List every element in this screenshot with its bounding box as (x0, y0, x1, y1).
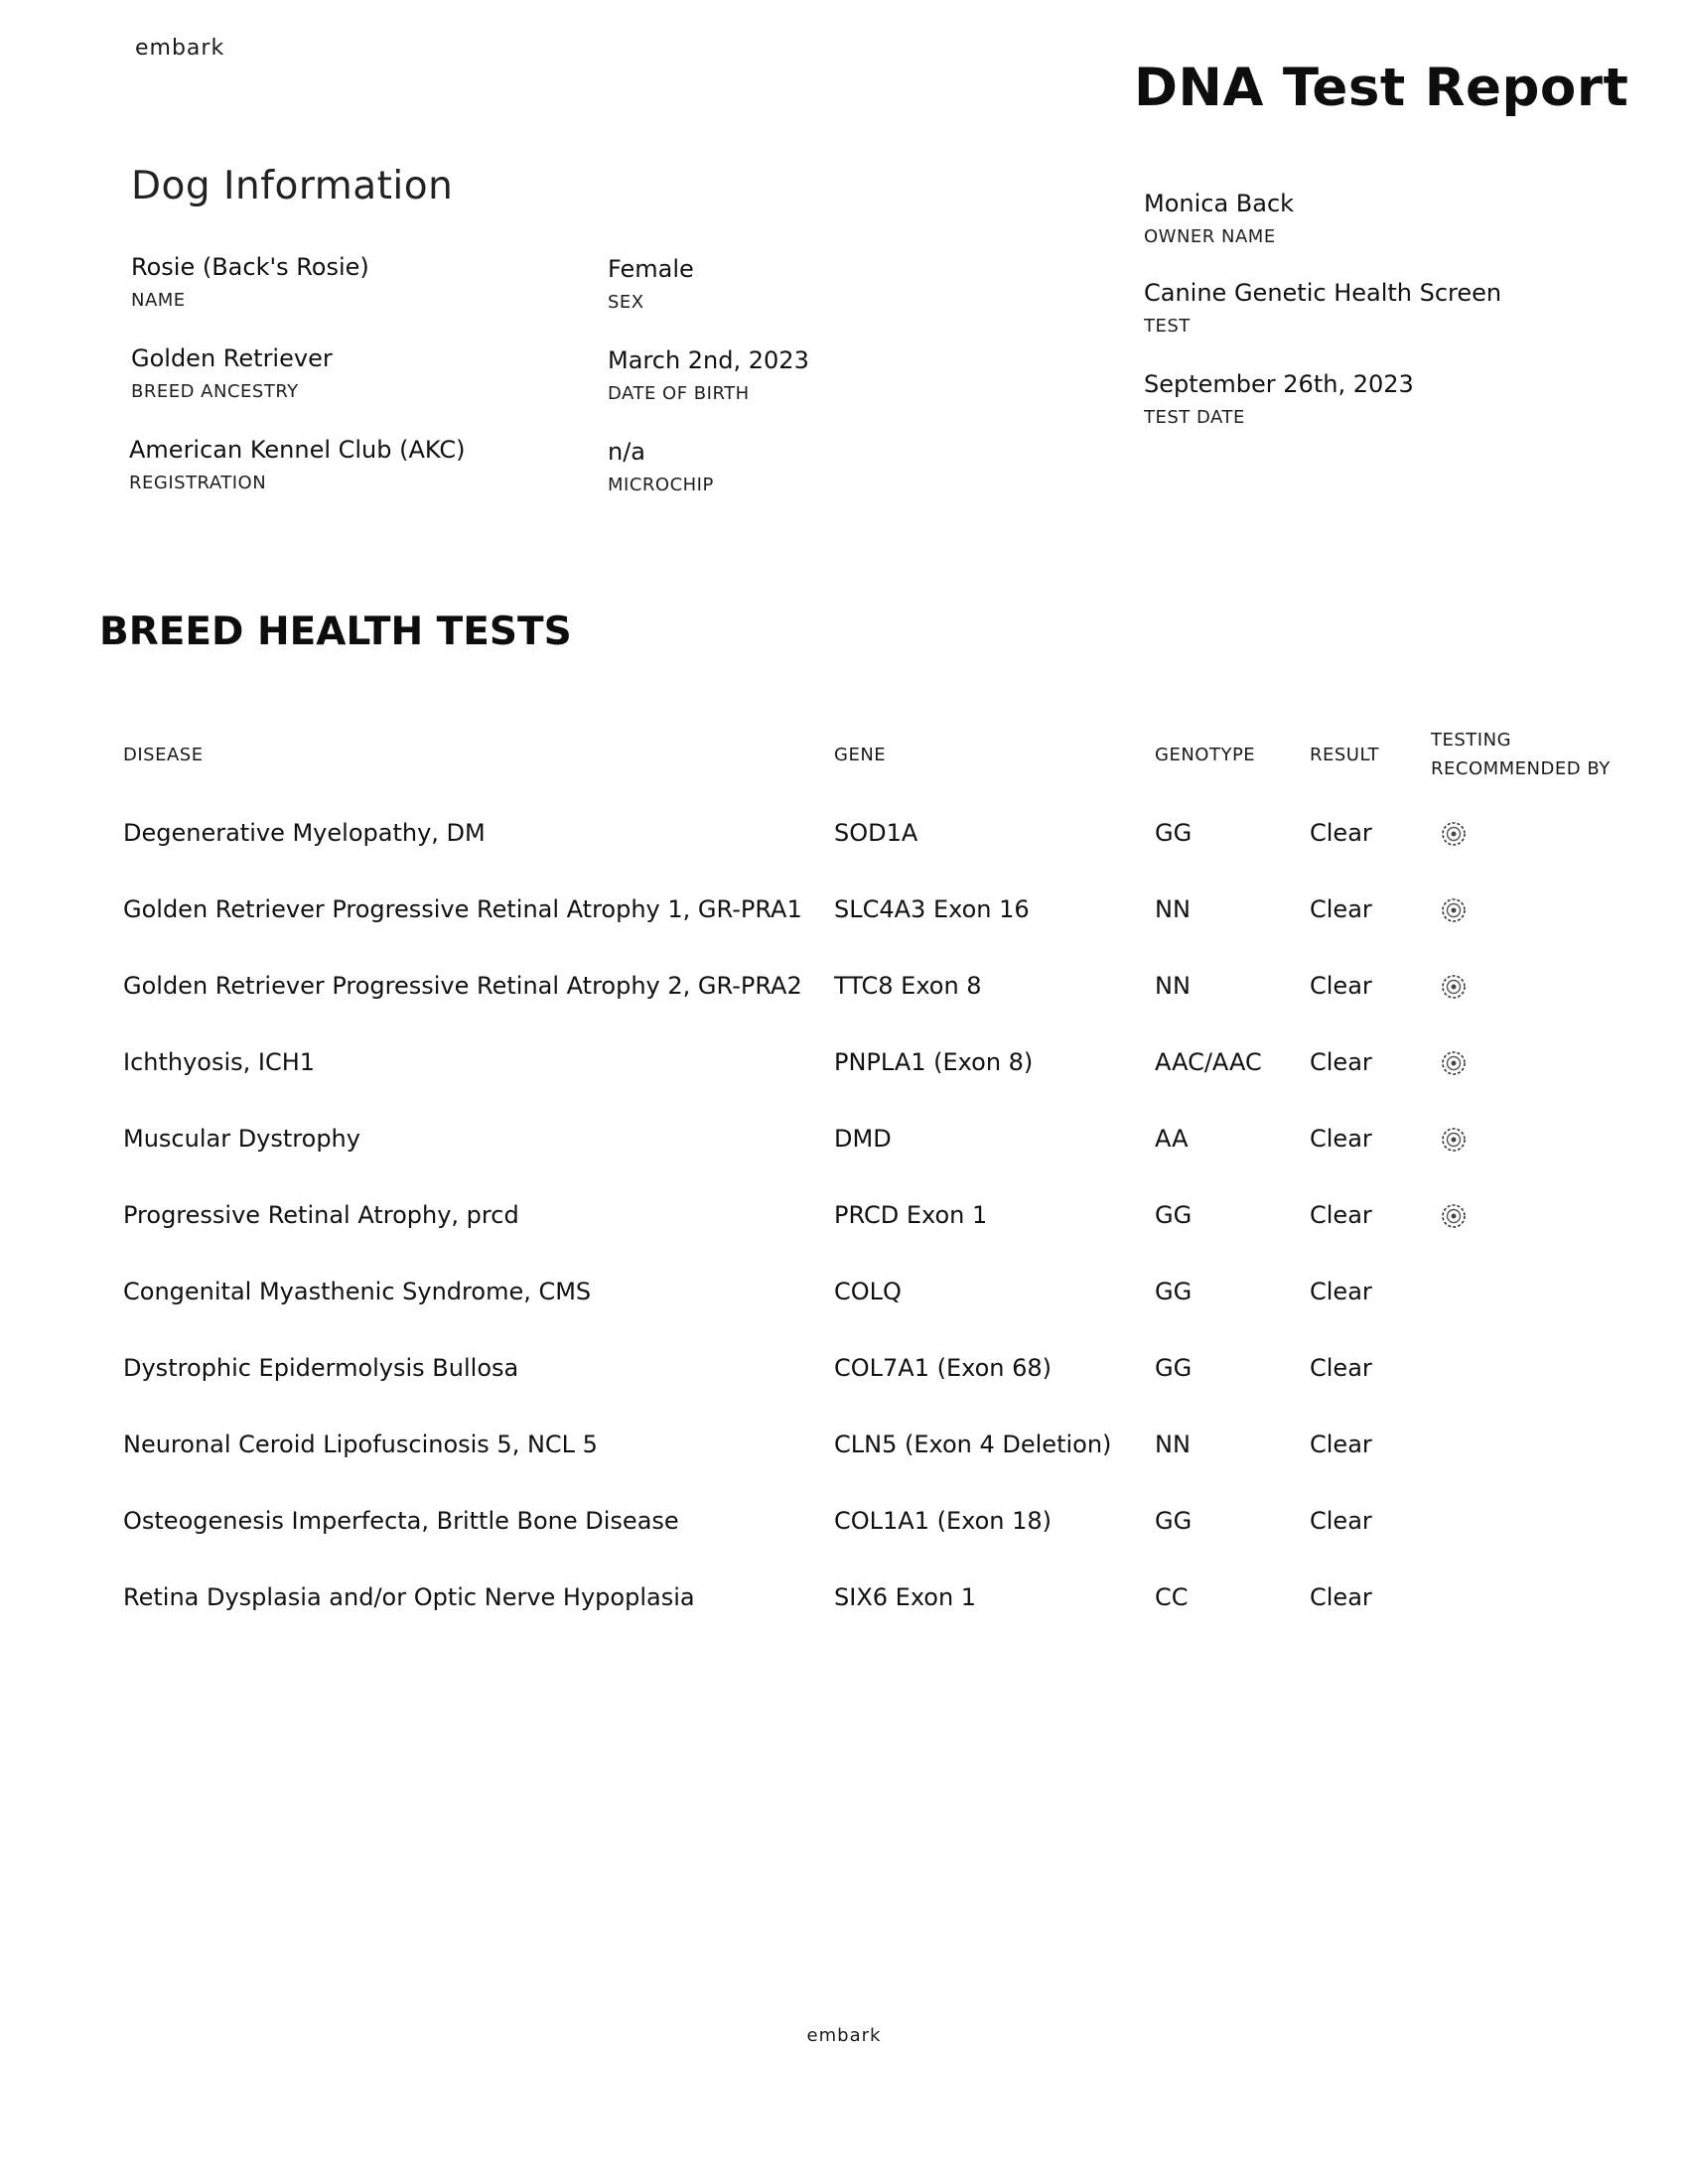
table-row (107, 1253, 1652, 1329)
dog-sex-field (608, 254, 694, 314)
owner-name-label: OWNER NAME (1144, 226, 1276, 247)
recommended-by-cell (1431, 1482, 1652, 1559)
recommended-by-cell (1431, 1406, 1652, 1482)
dog-info-title: Dog Information (131, 164, 454, 208)
registry-seal-icon (1441, 821, 1467, 847)
date-of-birth-field (608, 345, 809, 405)
header-result: RESULT (1310, 744, 1380, 765)
date-of-birth-label: DATE OF BIRTH (608, 383, 750, 404)
result-cell: Clear (1310, 1124, 1372, 1153)
header-recommended-line1: TESTING (1431, 730, 1512, 751)
recommended-by-cell (1431, 947, 1652, 1024)
gene-cell: DMD (834, 1124, 892, 1153)
registration-value: American Kennel Club (AKC) (129, 436, 466, 464)
genotype-cell: NN (1155, 1430, 1191, 1458)
recommended-by-cell (1431, 1176, 1652, 1253)
registry-seal-icon (1441, 1203, 1467, 1229)
recommended-by-cell (1431, 871, 1652, 947)
brand-logo-top: embark (135, 36, 225, 61)
table-row (107, 947, 1652, 1024)
breed-ancestry-label: BREED ANCESTRY (131, 381, 299, 402)
result-cell: Clear (1310, 1582, 1372, 1611)
genotype-cell: GG (1155, 1353, 1193, 1382)
table-row (107, 1176, 1652, 1253)
table-row (107, 794, 1652, 871)
disease-cell: Osteogenesis Imperfecta, Brittle Bone Disease (123, 1506, 679, 1535)
genotype-cell: GG (1155, 1277, 1193, 1305)
registry-seal-icon (1441, 974, 1467, 1000)
gene-cell: COLQ (834, 1277, 902, 1305)
gene-cell: SIX6 Exon 1 (834, 1582, 977, 1611)
microchip-field (608, 437, 714, 496)
dog-sex-value: Female (608, 255, 694, 283)
gene-cell: COL7A1 (Exon 68) (834, 1353, 1053, 1382)
result-cell: Clear (1310, 1200, 1372, 1229)
owner-name-field (1144, 189, 1294, 248)
disease-cell: Degenerative Myelopathy, DM (123, 818, 486, 847)
test-value: Canine Genetic Health Screen (1144, 279, 1502, 307)
table-row (107, 1559, 1652, 1635)
header-testing-recommended-by (1431, 715, 1652, 794)
test-date-label: TEST DATE (1144, 407, 1245, 428)
genotype-cell: NN (1155, 894, 1191, 923)
dog-name-label: NAME (131, 290, 186, 311)
result-cell: Clear (1310, 1277, 1372, 1305)
recommended-by-cell (1431, 1329, 1652, 1406)
gene-cell: SOD1A (834, 818, 918, 847)
genotype-cell: NN (1155, 971, 1191, 1000)
registration-field (129, 435, 465, 494)
recommended-by-cell (1431, 1024, 1652, 1100)
table-row (107, 871, 1652, 947)
result-cell: Clear (1310, 1430, 1372, 1458)
header-gene: GENE (834, 744, 887, 765)
disease-cell: Muscular Dystrophy (123, 1124, 360, 1153)
gene-cell: TTC8 Exon 8 (834, 971, 982, 1000)
report-title: DNA Test Report (1134, 58, 1629, 118)
disease-cell: Golden Retriever Progressive Retinal Atrophy 1, GR-PRA1 (123, 894, 802, 923)
result-cell: Clear (1310, 1506, 1372, 1535)
gene-cell: SLC4A3 Exon 16 (834, 894, 1030, 923)
dog-sex-label: SEX (608, 292, 644, 313)
dog-name-value: Rosie (Back's Rosie) (131, 253, 369, 281)
gene-cell: PRCD Exon 1 (834, 1200, 988, 1229)
disease-cell: Ichthyosis, ICH1 (123, 1047, 316, 1076)
disease-cell: Golden Retriever Progressive Retinal Atrophy 2, GR-PRA2 (123, 971, 802, 1000)
genotype-cell: AA (1155, 1124, 1189, 1153)
header-genotype: GENOTYPE (1155, 744, 1256, 765)
dog-name-field (131, 252, 369, 312)
registry-seal-icon (1441, 1050, 1467, 1076)
recommended-by-cell (1431, 1100, 1652, 1176)
genotype-cell: GG (1155, 818, 1193, 847)
result-cell: Clear (1310, 971, 1372, 1000)
gene-cell: COL1A1 (Exon 18) (834, 1506, 1053, 1535)
test-date-value: September 26th, 2023 (1144, 370, 1414, 398)
breed-health-table (107, 715, 1652, 1635)
registry-seal-icon (1441, 897, 1467, 923)
genotype-cell: AAC/AAC (1155, 1047, 1262, 1076)
disease-cell: Dystrophic Epidermolysis Bullosa (123, 1353, 519, 1382)
test-label: TEST (1144, 316, 1191, 337)
table-row (107, 1329, 1652, 1406)
table-row (107, 1100, 1652, 1176)
genotype-cell: GG (1155, 1506, 1193, 1535)
table-row (107, 1406, 1652, 1482)
recommended-by-cell (1431, 1253, 1652, 1329)
breed-health-tests-title: BREED HEALTH TESTS (99, 610, 572, 654)
result-cell: Clear (1310, 894, 1372, 923)
health-table-body (107, 794, 1652, 1635)
microchip-value: n/a (608, 438, 646, 466)
gene-cell: PNPLA1 (Exon 8) (834, 1047, 1034, 1076)
table-header-row (107, 715, 1652, 794)
header-disease: DISEASE (123, 744, 204, 765)
result-cell: Clear (1310, 1047, 1372, 1076)
result-cell: Clear (1310, 1353, 1372, 1382)
table-row (107, 1482, 1652, 1559)
table-row (107, 1024, 1652, 1100)
result-cell: Clear (1310, 818, 1372, 847)
test-field (1144, 278, 1501, 338)
breed-ancestry-value: Golden Retriever (131, 344, 333, 372)
disease-cell: Neuronal Ceroid Lipofuscinosis 5, NCL 5 (123, 1430, 598, 1458)
recommended-by-cell (1431, 794, 1652, 871)
registry-seal-icon (1441, 1127, 1467, 1153)
disease-cell: Congenital Myasthenic Syndrome, CMS (123, 1277, 592, 1305)
brand-logo-bottom: embark (806, 2025, 882, 2046)
microchip-label: MICROCHIP (608, 475, 714, 495)
date-of-birth-value: March 2nd, 2023 (608, 346, 809, 374)
genotype-cell: GG (1155, 1200, 1193, 1229)
owner-name-value: Monica Back (1144, 190, 1295, 217)
breed-ancestry-field (131, 343, 333, 403)
disease-cell: Retina Dysplasia and/or Optic Nerve Hypoplasia (123, 1582, 695, 1611)
header-recommended-line2: RECOMMENDED BY (1431, 758, 1611, 779)
disease-cell: Progressive Retinal Atrophy, prcd (123, 1200, 519, 1229)
registration-label: REGISTRATION (129, 473, 267, 493)
recommended-by-cell (1431, 1559, 1652, 1635)
test-date-field (1144, 369, 1414, 429)
gene-cell: CLN5 (Exon 4 Deletion) (834, 1430, 1112, 1458)
genotype-cell: CC (1155, 1582, 1189, 1611)
